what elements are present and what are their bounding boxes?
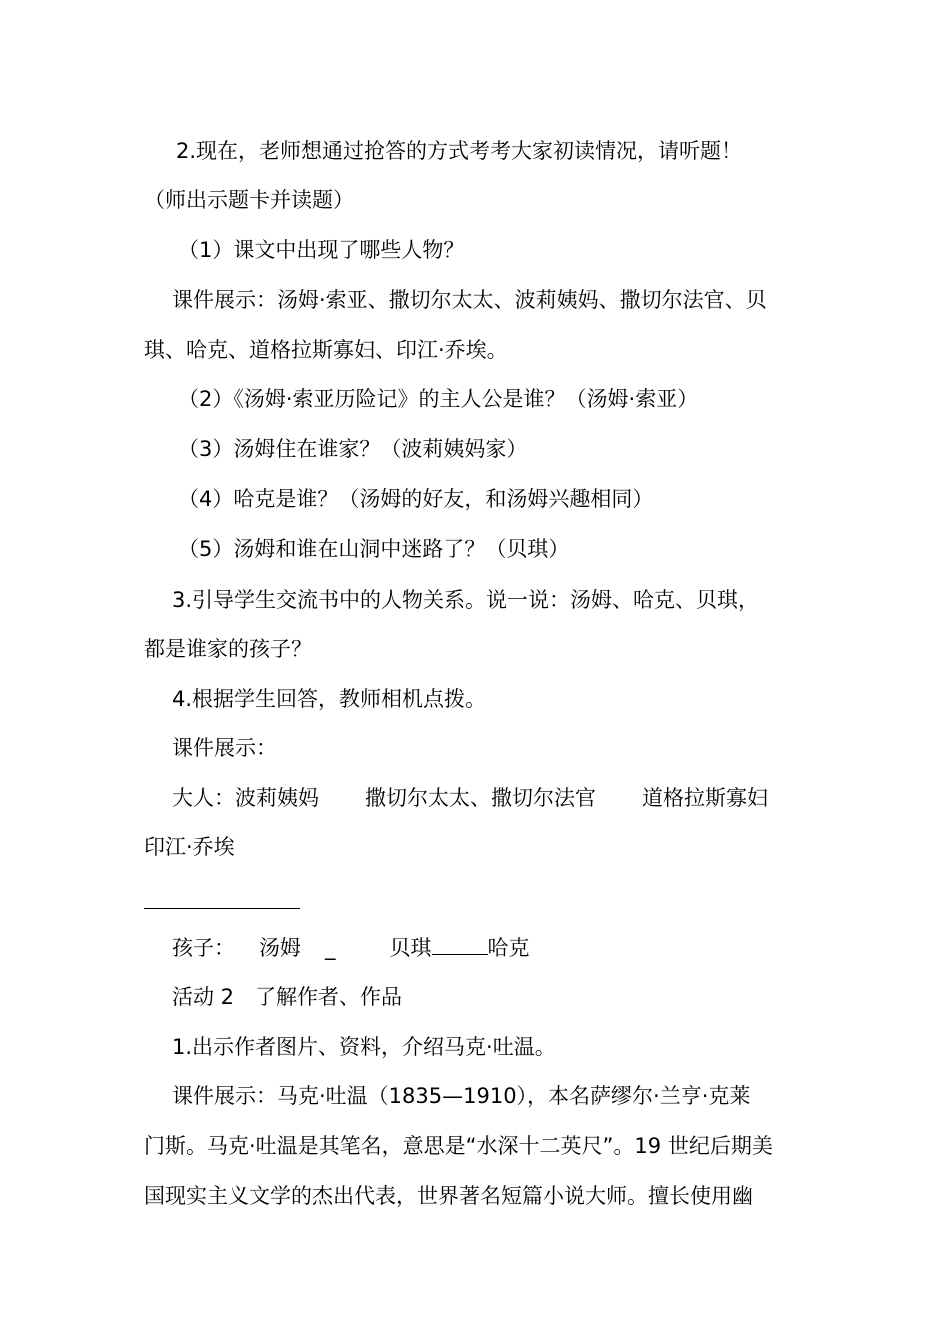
adults-group-3: 道格拉斯寡妇 [642,786,768,810]
separator-line [144,908,300,909]
author-intro-line-1: 课件展示：马克·吐温（1835—1910），本名萨缪尔·兰亨·克莱 [172,1084,751,1108]
child-name-1: 汤姆 [259,936,301,960]
author-intro-line-3: 国现实主义文学的杰出代表，世界著名短篇小说大师。擅长使用幽 [144,1184,753,1208]
paragraph-2: 2.现在，老师想通过抢答的方式考考大家初读情况，请听题！ [176,139,743,163]
courseware-label: 课件展示： [172,736,277,760]
activity-2-item-1: 1.出示作者图片、资料，介绍马克·吐温。 [172,1035,556,1059]
question-5: （5）汤姆和谁在山洞中迷路了？（贝琪） [178,537,570,561]
courseware-characters-line-2: 琪、哈克、道格拉斯寡妇、印江·乔埃。 [144,338,508,362]
paragraph-2-note: （师出示题卡并读题） [144,188,354,212]
paragraph-3-line-2: 都是谁家的孩子？ [144,637,312,661]
adults-row-continued: 印江·乔埃 [144,835,235,859]
activity-2-heading: 活动 2 了解作者、作品 [172,985,403,1009]
child-name-2: 贝琪 [389,936,432,960]
question-2: （2）《汤姆·索亚历险记》的主人公是谁？（汤姆·索亚） [178,387,699,411]
paragraph-4: 4.根据学生回答，教师相机点拨。 [172,687,487,711]
child-underline [432,932,488,955]
question-1: （1）课文中出现了哪些人物？ [178,238,465,262]
adults-label: 大人： [172,786,235,810]
adults-group-2: 撒切尔太太、撒切尔法官 [365,786,596,810]
courseware-characters-line-1: 课件展示：汤姆·索亚、撒切尔太太、波莉姨妈、撒切尔法官、贝 [172,288,767,312]
paragraph-3-line-1: 3.引导学生交流书中的人物关系。说一说：汤姆、哈克、贝琪， [172,588,760,612]
adults-row [172,783,842,813]
child-blank: _ [325,936,336,960]
author-intro-line-2: 门斯。马克·吐温是其笔名，意思是“水深十二英尺”。19 世纪后期美 [144,1134,773,1158]
children-row [172,932,842,963]
adults-group-1: 波莉姨妈 [235,786,319,810]
question-4: （4）哈克是谁？（汤姆的好友，和汤姆兴趣相同） [178,487,654,511]
children-label: 孩子： [172,936,235,960]
child-name-3: 哈克 [487,936,530,960]
question-3: （3）汤姆住在谁家？（波莉姨妈家） [178,437,528,461]
